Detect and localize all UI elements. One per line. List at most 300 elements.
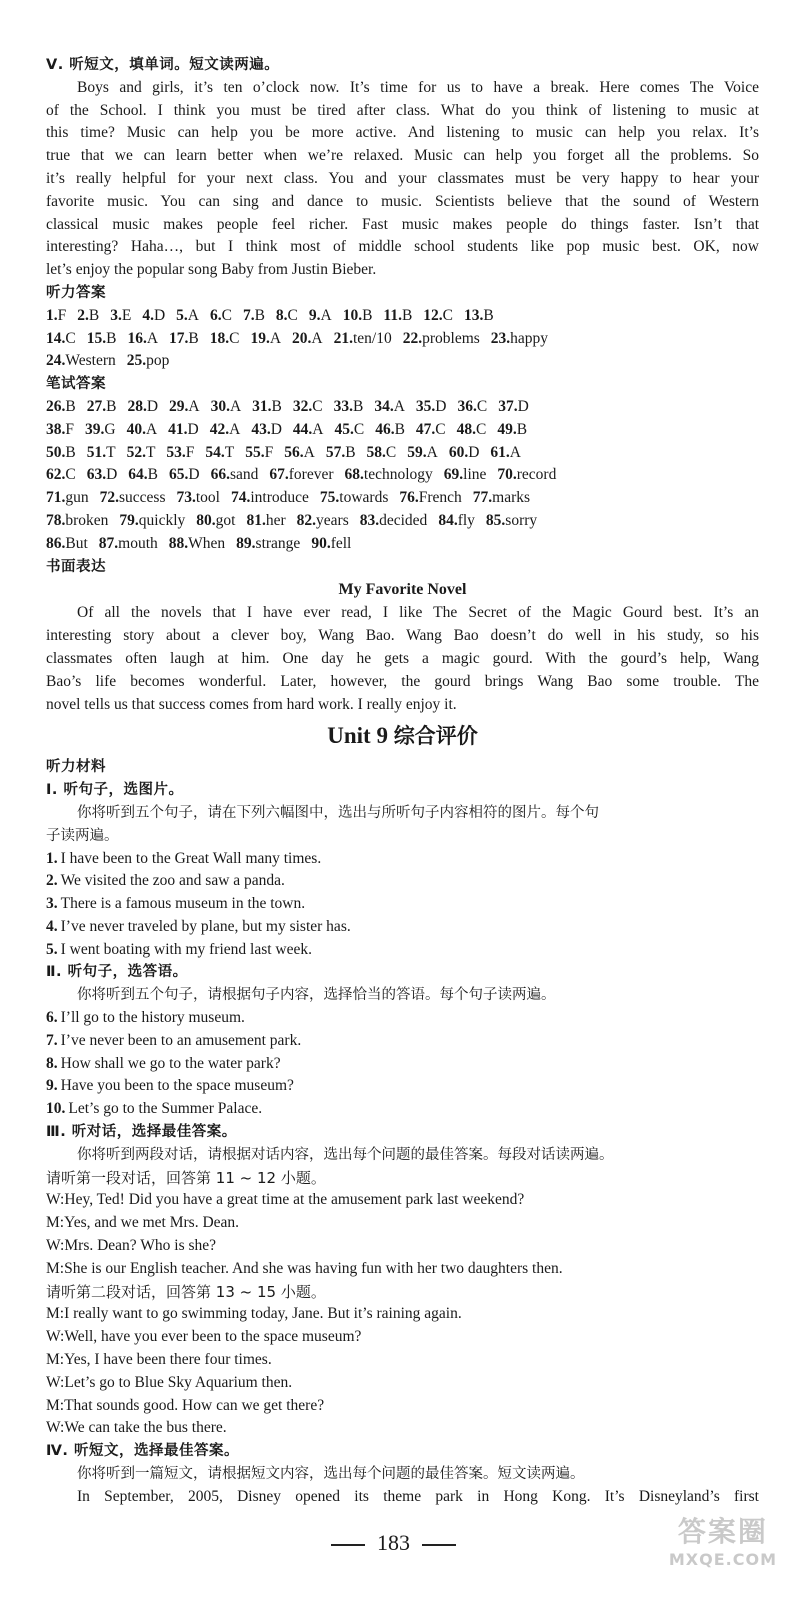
answer-item bbox=[251, 419, 282, 442]
passage-line: it’s really helpful for your next class. You and your classmates must be very happy to hear your bbox=[46, 169, 759, 187]
answer-value: B bbox=[106, 329, 117, 347]
answer-item bbox=[269, 464, 333, 487]
answer-item bbox=[486, 510, 537, 533]
question-number: 29. bbox=[169, 397, 189, 415]
speaker: W: bbox=[46, 1419, 65, 1437]
answer-row bbox=[46, 533, 759, 556]
answer-item bbox=[252, 396, 282, 419]
listening-answers bbox=[46, 305, 759, 373]
answer-value: A bbox=[229, 397, 242, 415]
question-number: 77. bbox=[472, 489, 493, 507]
utterance: Let’s go to Blue Sky Aquarium then. bbox=[64, 1373, 293, 1391]
question-number: 47. bbox=[415, 420, 436, 438]
section-ii-items bbox=[46, 1007, 759, 1121]
answer-item bbox=[449, 442, 480, 465]
sentence-number: 9. bbox=[46, 1077, 58, 1095]
question-number: 40. bbox=[126, 420, 146, 438]
answer-value: B bbox=[65, 397, 76, 415]
answer-value: D bbox=[517, 397, 529, 415]
answer-item bbox=[205, 442, 234, 465]
sentence-text: We visited the zoo and saw a panda. bbox=[60, 872, 285, 890]
question-number: 15. bbox=[86, 329, 107, 347]
sentence-item bbox=[46, 848, 759, 871]
answer-value: T bbox=[106, 443, 116, 461]
answer-item bbox=[375, 419, 405, 442]
question-number: 16. bbox=[127, 329, 147, 347]
speaker: W: bbox=[46, 1373, 65, 1391]
passage-line: true that we can learn better when we’re relaxed. Music can help you forget all the problems. So bbox=[46, 147, 759, 165]
answer-item bbox=[457, 419, 487, 442]
question-number: 7. bbox=[242, 306, 255, 324]
answer-item bbox=[110, 305, 131, 328]
answer-item bbox=[46, 442, 76, 465]
speaker: M: bbox=[46, 1305, 65, 1323]
answer-value: D bbox=[153, 306, 166, 324]
question-number: 18. bbox=[209, 329, 230, 347]
question-number: 60. bbox=[448, 443, 469, 461]
answer-value: C bbox=[65, 329, 76, 347]
answer-value: towards bbox=[339, 489, 389, 507]
answer-item bbox=[168, 419, 199, 442]
answer-item bbox=[246, 510, 285, 533]
passage-line: of the School. I think you must be tired after class. What do you think of listening to music at bbox=[46, 101, 759, 119]
answer-item bbox=[46, 533, 88, 556]
answer-value: C bbox=[221, 306, 232, 324]
question-number: 33. bbox=[333, 397, 353, 415]
sentence-text: There is a famous museum in the town. bbox=[60, 895, 306, 913]
answer-value: C bbox=[312, 397, 323, 415]
dialogue-line bbox=[46, 1303, 759, 1326]
question-number: 5. bbox=[176, 306, 188, 324]
answer-item bbox=[231, 487, 309, 510]
answer-item bbox=[127, 350, 170, 373]
question-number: 89. bbox=[236, 534, 256, 552]
question-number: 61. bbox=[490, 443, 510, 461]
question-number: 78. bbox=[46, 511, 66, 529]
essay-title: My Favorite Novel bbox=[338, 581, 467, 599]
answer-value: record bbox=[516, 466, 557, 484]
sentence-number: 10. bbox=[46, 1100, 66, 1118]
answer-value: quickly bbox=[138, 511, 186, 529]
question-number: 81. bbox=[246, 511, 266, 529]
answer-value: marks bbox=[492, 489, 531, 507]
answer-value: When bbox=[188, 534, 226, 552]
answer-item bbox=[293, 396, 323, 419]
answer-value: ten/10 bbox=[352, 329, 392, 347]
answer-value: years bbox=[316, 511, 349, 529]
answer-item bbox=[438, 510, 475, 533]
question-number: 32. bbox=[292, 397, 313, 415]
answer-item bbox=[85, 419, 116, 442]
answer-value: technology bbox=[363, 466, 433, 484]
sentence-text: Let’s go to the Summer Palace. bbox=[68, 1100, 263, 1118]
question-number: 56. bbox=[284, 443, 304, 461]
question-number: 22. bbox=[402, 329, 423, 347]
question-number: 19. bbox=[250, 329, 270, 347]
passage-line: interesting? Haha…, but I think most of middle school students like pop music best. OK, now bbox=[46, 238, 759, 256]
answer-item bbox=[210, 328, 240, 351]
answer-item bbox=[245, 442, 273, 465]
question-number: 62. bbox=[46, 466, 66, 484]
answer-item bbox=[236, 533, 300, 556]
answer-row bbox=[46, 442, 759, 465]
answer-value: But bbox=[65, 534, 88, 552]
question-number: 6. bbox=[209, 306, 222, 324]
question-number: 14. bbox=[46, 329, 66, 347]
answer-value: sorry bbox=[505, 511, 538, 529]
question-number: 28. bbox=[127, 397, 147, 415]
answer-item bbox=[119, 510, 185, 533]
essay-body bbox=[46, 602, 759, 716]
question-number: 75. bbox=[319, 489, 340, 507]
question-number: 17. bbox=[169, 329, 189, 347]
answer-item bbox=[464, 305, 494, 328]
question-number: 8. bbox=[275, 306, 288, 324]
question-number: 10. bbox=[342, 306, 363, 324]
footer-dash-right bbox=[422, 1544, 456, 1546]
answer-row bbox=[46, 350, 759, 373]
dialogue-line bbox=[46, 1235, 759, 1258]
answer-row bbox=[46, 419, 759, 442]
answer-value: problems bbox=[422, 329, 480, 347]
answer-item bbox=[497, 419, 527, 442]
answer-value: A bbox=[146, 329, 159, 347]
listening-material-heading: 听力材料 bbox=[46, 759, 106, 776]
answer-value: C bbox=[65, 466, 76, 484]
answer-value: A bbox=[320, 306, 332, 324]
answer-value: B bbox=[483, 306, 494, 324]
answer-value: introduce bbox=[250, 489, 309, 507]
answer-value: D bbox=[270, 420, 282, 438]
question-number: 11. bbox=[383, 306, 402, 324]
question-number: 20. bbox=[292, 329, 312, 347]
answer-item bbox=[497, 464, 556, 487]
passage-line: this time? Music can help you be more active. And listening to music can help you relax. It’s bbox=[46, 124, 759, 142]
watermark-bottom: MXQE.COM bbox=[668, 1550, 777, 1569]
answer-value: D bbox=[187, 420, 199, 438]
question-number: 49. bbox=[497, 420, 517, 438]
answer-value: B bbox=[147, 466, 159, 484]
sentence-number: 4. bbox=[46, 917, 58, 935]
watermark-top: 答案圈 bbox=[677, 1515, 768, 1548]
sentence-text: How shall we go to the water park? bbox=[60, 1054, 281, 1072]
answer-item bbox=[127, 328, 158, 351]
passage-line: favorite music. You can sing and dance to music. Scientists believe that the sound of Western bbox=[46, 192, 759, 210]
question-number: 90. bbox=[311, 534, 331, 552]
answer-item bbox=[416, 396, 447, 419]
question-number: 41. bbox=[168, 420, 188, 438]
sentence-number: 1. bbox=[46, 849, 58, 867]
section-iii-instruction: 你将听到两段对话，请根据对话内容，选出每个问题的最佳答案。每段对话读两遍。 bbox=[77, 1146, 614, 1163]
dialogue-2 bbox=[46, 1303, 759, 1440]
question-number: 21. bbox=[333, 329, 353, 347]
answer-value: sand bbox=[229, 466, 259, 484]
answer-item bbox=[293, 419, 324, 442]
question-number: 59. bbox=[407, 443, 427, 461]
question-number: 39. bbox=[85, 420, 105, 438]
unit-title-en: Unit 9 bbox=[327, 723, 388, 749]
answer-value: T bbox=[224, 443, 235, 461]
question-number: 3. bbox=[110, 306, 122, 324]
answer-value: mouth bbox=[118, 534, 158, 552]
question-number: 1. bbox=[46, 306, 58, 324]
question-number: 9. bbox=[308, 306, 321, 324]
listening-answers-heading: 听力答案 bbox=[46, 284, 106, 301]
section-i-instruction-cont: 子读两遍。 bbox=[46, 827, 119, 844]
speaker: W: bbox=[46, 1191, 65, 1209]
utterance: Hey, Ted! Did you have a great time at the amusement park last weekend? bbox=[64, 1191, 525, 1209]
sentence-item bbox=[46, 939, 759, 962]
answer-value: B bbox=[106, 397, 117, 415]
answer-item bbox=[491, 328, 548, 351]
section-iv-passage-line: In September, 2005, Disney opened its theme park in Hong Kong. It’s Disneyland’s first bbox=[77, 1487, 759, 1505]
question-number: 26. bbox=[46, 397, 66, 415]
section-i-heading: Ⅰ. 听句子，选图片。 bbox=[46, 782, 184, 799]
speaker: M: bbox=[46, 1214, 65, 1232]
utterance: We can take the bus there. bbox=[64, 1419, 227, 1437]
sentence-text: I have been to the Great Wall many times. bbox=[60, 849, 322, 867]
dialogue-1 bbox=[46, 1189, 759, 1280]
answer-item bbox=[367, 442, 397, 465]
question-number: 55. bbox=[245, 443, 265, 461]
question-number: 65. bbox=[169, 466, 189, 484]
answer-item bbox=[46, 419, 74, 442]
answer-value: A bbox=[393, 397, 405, 415]
question-number: 58. bbox=[366, 443, 386, 461]
sentence-item bbox=[46, 916, 759, 939]
section-iv-instruction: 你将听到一篇短文，请根据短文内容，选出每个问题的最佳答案。短文读两遍。 bbox=[77, 1466, 585, 1483]
dialogue-line bbox=[46, 1395, 759, 1418]
answer-value: D bbox=[435, 397, 447, 415]
answer-item bbox=[334, 396, 364, 419]
answer-item bbox=[407, 442, 438, 465]
answer-value: B bbox=[188, 329, 199, 347]
answer-item bbox=[403, 328, 480, 351]
written-answers bbox=[46, 396, 759, 556]
answer-value: B bbox=[401, 306, 413, 324]
sentence-number: 2. bbox=[46, 872, 58, 890]
answer-item bbox=[99, 533, 158, 556]
sentence-number: 5. bbox=[46, 940, 58, 958]
sentence-number: 7. bbox=[46, 1031, 58, 1049]
utterance: That sounds good. How can we get there? bbox=[64, 1396, 325, 1414]
question-number: 35. bbox=[415, 397, 436, 415]
question-number: 50. bbox=[46, 443, 66, 461]
passage-line: classical music makes people feel richer. Fast music makes people do things faster. Isn’t that bbox=[46, 215, 759, 233]
answer-item bbox=[46, 305, 66, 328]
speaker: W: bbox=[46, 1237, 65, 1255]
answer-row bbox=[46, 487, 759, 510]
speaker: M: bbox=[46, 1396, 65, 1414]
answer-item bbox=[142, 305, 165, 328]
question-number: 83. bbox=[359, 511, 380, 529]
answer-value: French bbox=[418, 489, 462, 507]
watermark bbox=[669, 1510, 777, 1569]
answer-item bbox=[284, 442, 315, 465]
answer-item bbox=[46, 510, 108, 533]
question-number: 57. bbox=[325, 443, 346, 461]
question-number: 36. bbox=[457, 397, 477, 415]
answer-value: fell bbox=[330, 534, 352, 552]
sentence-item bbox=[46, 893, 759, 916]
answer-value: D bbox=[146, 397, 159, 415]
dialogue-2-intro: 请听第二段对话，回答第 13 ~ 15 小题。 bbox=[46, 1282, 326, 1301]
answer-item bbox=[399, 487, 461, 510]
sentence-number: 8. bbox=[46, 1054, 58, 1072]
answer-item bbox=[100, 487, 166, 510]
question-number: 88. bbox=[168, 534, 189, 552]
answer-item bbox=[309, 305, 332, 328]
answer-row bbox=[46, 464, 759, 487]
question-number: 25. bbox=[126, 352, 147, 370]
essay-line: classmates often laugh at him. One day he gets a magic gourd. With the gourd’s help, Wang bbox=[46, 649, 759, 667]
question-number: 76. bbox=[399, 489, 419, 507]
question-number: 42. bbox=[209, 420, 230, 438]
answer-row bbox=[46, 328, 759, 351]
section-ii-instruction: 你将听到五个句子，请根据句子内容，选择恰当的答语。每个句子读两遍。 bbox=[77, 987, 556, 1004]
answer-item bbox=[297, 510, 349, 533]
utterance: Yes, and we met Mrs. Dean. bbox=[64, 1214, 240, 1232]
answer-item bbox=[498, 396, 529, 419]
sentence-item bbox=[46, 870, 759, 893]
question-number: 64. bbox=[128, 466, 148, 484]
answer-value: line bbox=[463, 466, 487, 484]
answer-value: C bbox=[476, 397, 488, 415]
answer-value: F bbox=[185, 443, 195, 461]
dialogue-1-intro: 请听第一段对话，回答第 11 ~ 12 小题。 bbox=[46, 1168, 326, 1187]
answer-value: G bbox=[104, 420, 116, 438]
answer-item bbox=[343, 305, 373, 328]
answer-value: A bbox=[269, 329, 282, 347]
answer-item bbox=[46, 464, 76, 487]
dialogue-line bbox=[46, 1258, 759, 1281]
answer-value: forever bbox=[288, 466, 334, 484]
answer-value: B bbox=[394, 420, 405, 438]
answer-value: happy bbox=[510, 329, 549, 347]
written-answers-heading: 笔试答案 bbox=[46, 376, 106, 393]
answer-item bbox=[196, 510, 235, 533]
answer-item bbox=[334, 419, 364, 442]
answer-item bbox=[360, 510, 428, 533]
question-number: 87. bbox=[98, 534, 119, 552]
answer-value: B bbox=[88, 306, 100, 324]
answer-value: A bbox=[188, 397, 200, 415]
answer-item bbox=[166, 442, 194, 465]
sentence-number: 3. bbox=[46, 895, 58, 913]
answer-item bbox=[46, 328, 76, 351]
answer-value: B bbox=[352, 397, 364, 415]
answer-value: E bbox=[121, 306, 132, 324]
essay-line: novel tells us that success comes from hard work. I really enjoy it. bbox=[46, 695, 457, 713]
answer-item bbox=[211, 396, 242, 419]
answer-item bbox=[326, 442, 356, 465]
page-number: 183 bbox=[377, 1530, 410, 1555]
answer-item bbox=[334, 328, 392, 351]
essay-line: Bao’s life becomes wonderful. Later, however, the gourd brings Wang Bao some trouble. The bbox=[46, 672, 759, 690]
question-number: 70. bbox=[497, 466, 517, 484]
question-number: 51. bbox=[86, 443, 107, 461]
answer-item bbox=[169, 533, 225, 556]
answer-value: B bbox=[65, 443, 76, 461]
answer-value: C bbox=[442, 306, 454, 324]
dialogue-line bbox=[46, 1189, 759, 1212]
question-number: 31. bbox=[252, 397, 272, 415]
answer-item bbox=[127, 442, 156, 465]
answer-item bbox=[457, 396, 487, 419]
answer-value: tool bbox=[195, 489, 220, 507]
writing-heading: 书面表达 bbox=[46, 558, 106, 575]
answer-value: D bbox=[188, 466, 200, 484]
sentence-text: I’ll go to the history museum. bbox=[60, 1009, 245, 1027]
answer-item bbox=[490, 442, 521, 465]
question-number: 84. bbox=[438, 511, 458, 529]
footer-dash-left bbox=[331, 1544, 365, 1546]
answer-item bbox=[311, 533, 351, 556]
answer-item bbox=[423, 305, 453, 328]
speaker: M: bbox=[46, 1351, 65, 1369]
speaker: W: bbox=[46, 1328, 65, 1346]
answer-item bbox=[127, 419, 158, 442]
question-number: 67. bbox=[269, 466, 289, 484]
answer-value: F bbox=[65, 420, 74, 438]
section-v-passage bbox=[46, 77, 759, 282]
dialogue-line bbox=[46, 1349, 759, 1372]
question-number: 66. bbox=[210, 466, 230, 484]
answer-value: A bbox=[509, 443, 521, 461]
question-number: 80. bbox=[196, 511, 216, 529]
section-ii-heading: Ⅱ. 听句子，选答语。 bbox=[46, 964, 188, 981]
dialogue-line bbox=[46, 1417, 759, 1440]
question-number: 52. bbox=[126, 443, 146, 461]
answer-value: C bbox=[385, 443, 397, 461]
answer-item bbox=[169, 396, 200, 419]
answer-item bbox=[243, 305, 265, 328]
section-v-heading: Ⅴ. 听短文，填单词。短文读两遍。 bbox=[46, 57, 280, 73]
answer-item bbox=[250, 328, 281, 351]
answer-row bbox=[46, 396, 759, 419]
answer-value: Western bbox=[65, 352, 116, 370]
unit-title bbox=[46, 718, 759, 754]
answer-item bbox=[176, 305, 199, 328]
answer-value: fly bbox=[457, 511, 475, 529]
sentence-item bbox=[46, 1007, 759, 1030]
answer-item bbox=[374, 396, 405, 419]
question-number: 46. bbox=[375, 420, 395, 438]
question-number: 73. bbox=[176, 489, 196, 507]
answer-item bbox=[127, 396, 158, 419]
essay-line: interesting story about a clever boy, Wang Bao. Wang Bao doesn’t do well in his study, so his bbox=[46, 627, 759, 645]
answer-value: B bbox=[345, 443, 356, 461]
essay-line: Of all the novels that I have ever read, I like The Secret of the Magic Gourd best. It’s an bbox=[77, 604, 759, 622]
section-i-instruction: 你将听到五个句子，请在下列六幅图中，选出与所听句子内容相符的图片。每个句 bbox=[77, 804, 599, 821]
answer-value: A bbox=[426, 443, 438, 461]
speaker: M: bbox=[46, 1259, 65, 1277]
sentence-item bbox=[46, 1075, 759, 1098]
answer-value: T bbox=[145, 443, 156, 461]
section-iv-heading: Ⅳ. 听短文，选择最佳答案。 bbox=[46, 1443, 239, 1460]
answer-item bbox=[169, 464, 200, 487]
dialogue-line bbox=[46, 1326, 759, 1349]
question-number: 30. bbox=[210, 397, 230, 415]
answer-item bbox=[444, 464, 487, 487]
question-number: 86. bbox=[46, 534, 66, 552]
answer-value: gun bbox=[65, 489, 89, 507]
question-number: 12. bbox=[423, 306, 443, 324]
answer-value: B bbox=[271, 397, 282, 415]
unit-title-cn: 综合评价 bbox=[393, 724, 478, 749]
answer-value: A bbox=[229, 420, 241, 438]
answer-item bbox=[46, 487, 89, 510]
